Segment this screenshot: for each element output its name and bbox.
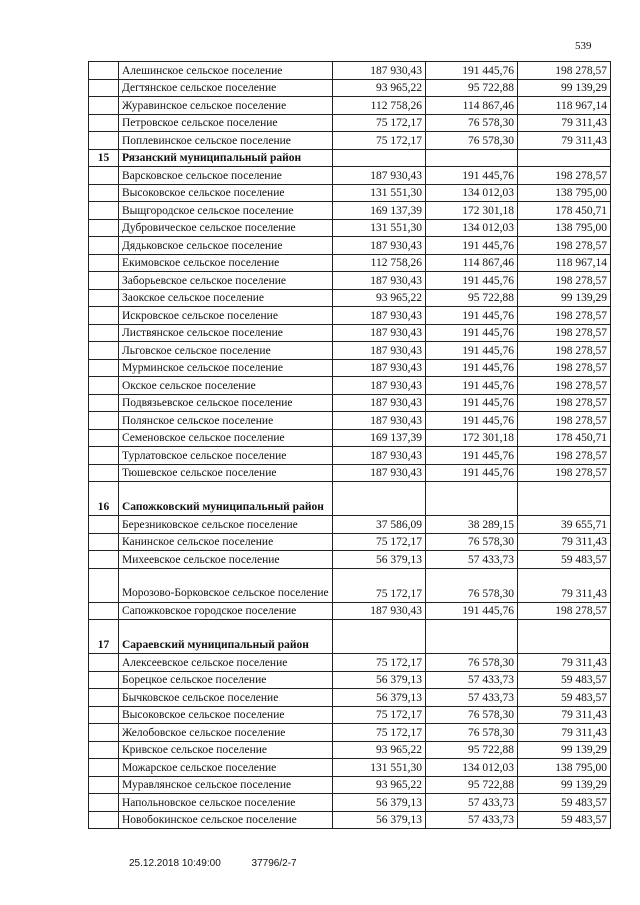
row-number (89, 464, 119, 482)
row-number (89, 114, 119, 132)
value-year-1: 187 930,43 (333, 62, 426, 80)
value-year-2: 76 578,30 (426, 114, 518, 132)
value-year-1 (333, 482, 426, 516)
row-number (89, 289, 119, 307)
settlement-name: Михеевское сельское поселение (119, 551, 333, 569)
value-year-2: 191 445,76 (426, 272, 518, 290)
value-year-3: 178 450,71 (518, 429, 611, 447)
page-number: 539 (575, 40, 592, 52)
settlement-name: Дегтянское сельское поселение (119, 79, 333, 97)
settlement-name: Дубровическое сельское поселение (119, 219, 333, 237)
table-row (89, 671, 611, 689)
table-row (89, 429, 611, 447)
row-number (89, 394, 119, 412)
value-year-2: 134 012,03 (426, 759, 518, 777)
settlement-name: Борецкое сельское поселение (119, 671, 333, 689)
value-year-1: 187 930,43 (333, 272, 426, 290)
table-row (89, 759, 611, 777)
value-year-3: 198 278,57 (518, 464, 611, 482)
table-row (89, 342, 611, 360)
table-row (89, 132, 611, 150)
settlement-name: Алексеевское сельское поселение (119, 654, 333, 672)
value-year-3: 59 483,57 (518, 671, 611, 689)
value-year-1: 56 379,13 (333, 689, 426, 707)
table-row (89, 741, 611, 759)
row-number (89, 377, 119, 395)
value-year-3: 138 795,00 (518, 184, 611, 202)
value-year-2: 76 578,30 (426, 132, 518, 150)
table-row (89, 794, 611, 812)
value-year-1: 187 930,43 (333, 377, 426, 395)
table-row (89, 359, 611, 377)
value-year-3 (518, 620, 611, 654)
settlement-name: Екимовское сельское поселение (119, 254, 333, 272)
settlement-name: Желобовское сельское поселение (119, 724, 333, 742)
value-year-3: 79 311,43 (518, 132, 611, 150)
value-year-2: 95 722,88 (426, 776, 518, 794)
row-number: 16 (89, 482, 119, 516)
settlement-name: Турлатовское сельское поселение (119, 447, 333, 465)
value-year-3: 79 311,43 (518, 114, 611, 132)
settlement-name: Тюшевское сельское поселение (119, 464, 333, 482)
value-year-3: 118 967,14 (518, 97, 611, 115)
value-year-2: 95 722,88 (426, 741, 518, 759)
table-row (89, 706, 611, 724)
value-year-3: 198 278,57 (518, 412, 611, 430)
value-year-2: 134 012,03 (426, 219, 518, 237)
value-year-2: 191 445,76 (426, 412, 518, 430)
value-year-3: 198 278,57 (518, 447, 611, 465)
value-year-1: 56 379,13 (333, 671, 426, 689)
table-row (89, 776, 611, 794)
value-year-1: 37 586,09 (333, 516, 426, 534)
value-year-2: 191 445,76 (426, 447, 518, 465)
value-year-2: 191 445,76 (426, 342, 518, 360)
settlement-name: Искровское сельское поселение (119, 307, 333, 325)
value-year-1: 187 930,43 (333, 412, 426, 430)
settlement-name: Поплевинское сельское поселение (119, 132, 333, 150)
row-number (89, 654, 119, 672)
row-number (89, 324, 119, 342)
table-row (89, 219, 611, 237)
footer-doc-code: 37796/2-7 (251, 858, 297, 869)
settlement-name: Березниковское сельское поселение (119, 516, 333, 534)
value-year-3: 59 483,57 (518, 551, 611, 569)
table-row (89, 237, 611, 255)
value-year-3: 138 795,00 (518, 759, 611, 777)
value-year-2: 76 578,30 (426, 568, 518, 602)
value-year-2: 172 301,18 (426, 202, 518, 220)
district-row (89, 149, 611, 167)
value-year-1: 56 379,13 (333, 551, 426, 569)
value-year-2: 95 722,88 (426, 79, 518, 97)
value-year-2 (426, 620, 518, 654)
value-year-1: 187 930,43 (333, 602, 426, 620)
table-row (89, 568, 611, 602)
row-number (89, 794, 119, 812)
value-year-3: 198 278,57 (518, 394, 611, 412)
value-year-3: 198 278,57 (518, 359, 611, 377)
value-year-1: 131 551,30 (333, 184, 426, 202)
row-number (89, 551, 119, 569)
row-number (89, 759, 119, 777)
value-year-3: 79 311,43 (518, 654, 611, 672)
settlement-name: Петровское сельское поселение (119, 114, 333, 132)
value-year-2 (426, 482, 518, 516)
settlement-name: Подвязьевское сельское поселение (119, 394, 333, 412)
settlement-name: Заокское сельское поселение (119, 289, 333, 307)
settlement-name: Рязанский муниципальный район (119, 149, 333, 167)
settlement-name: Семеновское сельское поселение (119, 429, 333, 447)
value-year-1: 75 172,17 (333, 654, 426, 672)
value-year-3: 118 967,14 (518, 254, 611, 272)
value-year-3: 198 278,57 (518, 272, 611, 290)
footer-timestamp: 25.12.2018 10:49:00 (129, 858, 221, 869)
settlement-name: Высоковское сельское поселение (119, 706, 333, 724)
value-year-3: 198 278,57 (518, 167, 611, 185)
value-year-2: 191 445,76 (426, 324, 518, 342)
table-row (89, 412, 611, 430)
row-number: 15 (89, 149, 119, 167)
settlement-name: Алешинское сельское поселение (119, 62, 333, 80)
district-row (89, 482, 611, 516)
footer (129, 858, 297, 869)
value-year-1: 187 930,43 (333, 464, 426, 482)
settlement-name: Льговское сельское поселение (119, 342, 333, 360)
settlement-name: Новобокинское сельское поселение (119, 811, 333, 829)
value-year-1: 75 172,17 (333, 706, 426, 724)
value-year-3: 99 139,29 (518, 79, 611, 97)
value-year-2: 191 445,76 (426, 237, 518, 255)
value-year-2: 76 578,30 (426, 724, 518, 742)
row-number (89, 272, 119, 290)
value-year-2: 191 445,76 (426, 464, 518, 482)
value-year-1: 56 379,13 (333, 811, 426, 829)
value-year-3: 99 139,29 (518, 741, 611, 759)
value-year-1: 187 930,43 (333, 394, 426, 412)
settlement-name: Бычковское сельское поселение (119, 689, 333, 707)
value-year-1: 169 137,39 (333, 202, 426, 220)
value-year-2: 57 433,73 (426, 811, 518, 829)
table-row (89, 602, 611, 620)
value-year-3 (518, 482, 611, 516)
value-year-1: 93 965,22 (333, 741, 426, 759)
value-year-3: 198 278,57 (518, 377, 611, 395)
settlement-name: Сапожковское городское поселение (119, 602, 333, 620)
table-row (89, 62, 611, 80)
row-number (89, 167, 119, 185)
table-row (89, 447, 611, 465)
value-year-3: 79 311,43 (518, 568, 611, 602)
row-number (89, 412, 119, 430)
value-year-2: 191 445,76 (426, 167, 518, 185)
table-body (89, 62, 611, 829)
settlement-name: Полянское сельское поселение (119, 412, 333, 430)
row-number (89, 516, 119, 534)
table-row (89, 289, 611, 307)
table-row (89, 254, 611, 272)
value-year-1: 93 965,22 (333, 289, 426, 307)
value-year-1: 75 172,17 (333, 533, 426, 551)
table-row (89, 464, 611, 482)
settlement-name: Сараевский муниципальный район (119, 620, 333, 654)
budget-table (88, 61, 611, 829)
value-year-3: 198 278,57 (518, 307, 611, 325)
settlement-name: Муравлянское сельское поселение (119, 776, 333, 794)
settlement-name: Кривское сельское поселение (119, 741, 333, 759)
value-year-1: 93 965,22 (333, 79, 426, 97)
settlement-name: Сапожковский муниципальный район (119, 482, 333, 516)
value-year-2: 191 445,76 (426, 359, 518, 377)
value-year-1 (333, 620, 426, 654)
value-year-2: 57 433,73 (426, 689, 518, 707)
row-number (89, 429, 119, 447)
value-year-3: 198 278,57 (518, 342, 611, 360)
value-year-1: 75 172,17 (333, 132, 426, 150)
row-number (89, 202, 119, 220)
table-row (89, 114, 611, 132)
value-year-1: 187 930,43 (333, 307, 426, 325)
settlement-name: Выщгородское сельское поселение (119, 202, 333, 220)
value-year-2 (426, 149, 518, 167)
settlement-name: Журавинское сельское поселение (119, 97, 333, 115)
value-year-1: 187 930,43 (333, 237, 426, 255)
value-year-1: 187 930,43 (333, 447, 426, 465)
table-row (89, 689, 611, 707)
value-year-3: 198 278,57 (518, 602, 611, 620)
table-row (89, 533, 611, 551)
settlement-name: Заборьевское сельское поселение (119, 272, 333, 290)
value-year-1: 187 930,43 (333, 167, 426, 185)
settlement-name: Напольновское сельское поселение (119, 794, 333, 812)
value-year-2: 134 012,03 (426, 184, 518, 202)
settlement-name: Листвянское сельское поселение (119, 324, 333, 342)
table-row (89, 551, 611, 569)
row-number (89, 811, 119, 829)
value-year-1: 187 930,43 (333, 342, 426, 360)
value-year-2: 191 445,76 (426, 377, 518, 395)
value-year-2: 191 445,76 (426, 307, 518, 325)
table-row (89, 202, 611, 220)
row-number (89, 724, 119, 742)
value-year-1: 169 137,39 (333, 429, 426, 447)
row-number (89, 671, 119, 689)
value-year-1: 75 172,17 (333, 568, 426, 602)
table-row (89, 97, 611, 115)
settlement-name: Морозово-Борковское сельское поселение (119, 568, 333, 602)
value-year-1 (333, 149, 426, 167)
value-year-2: 114 867,46 (426, 254, 518, 272)
row-number (89, 79, 119, 97)
table-row (89, 377, 611, 395)
value-year-1: 112 758,26 (333, 254, 426, 272)
table-row (89, 272, 611, 290)
value-year-3: 198 278,57 (518, 62, 611, 80)
value-year-2: 38 289,15 (426, 516, 518, 534)
table-row (89, 724, 611, 742)
value-year-3: 99 139,29 (518, 289, 611, 307)
table-row (89, 654, 611, 672)
value-year-3: 138 795,00 (518, 219, 611, 237)
row-number (89, 359, 119, 377)
settlement-name: Высоковское сельское поселение (119, 184, 333, 202)
row-number (89, 62, 119, 80)
settlement-name: Канинское сельское поселение (119, 533, 333, 551)
value-year-3: 59 483,57 (518, 689, 611, 707)
value-year-3: 198 278,57 (518, 324, 611, 342)
settlement-name: Окское сельское поселение (119, 377, 333, 395)
value-year-3: 79 311,43 (518, 724, 611, 742)
row-number: 17 (89, 620, 119, 654)
value-year-2: 114 867,46 (426, 97, 518, 115)
row-number (89, 706, 119, 724)
value-year-2: 57 433,73 (426, 551, 518, 569)
row-number (89, 237, 119, 255)
value-year-1: 75 172,17 (333, 724, 426, 742)
value-year-2: 57 433,73 (426, 794, 518, 812)
row-number (89, 533, 119, 551)
table-row (89, 167, 611, 185)
value-year-2: 172 301,18 (426, 429, 518, 447)
value-year-1: 112 758,26 (333, 97, 426, 115)
settlement-name: Дядьковское сельское поселение (119, 237, 333, 255)
value-year-1: 187 930,43 (333, 324, 426, 342)
row-number (89, 132, 119, 150)
row-number (89, 97, 119, 115)
table-row (89, 324, 611, 342)
row-number (89, 342, 119, 360)
value-year-2: 76 578,30 (426, 533, 518, 551)
table-row (89, 79, 611, 97)
row-number (89, 307, 119, 325)
value-year-2: 191 445,76 (426, 62, 518, 80)
row-number (89, 602, 119, 620)
value-year-3: 99 139,29 (518, 776, 611, 794)
value-year-3 (518, 149, 611, 167)
value-year-1: 75 172,17 (333, 114, 426, 132)
value-year-2: 95 722,88 (426, 289, 518, 307)
table-row (89, 394, 611, 412)
table-row (89, 516, 611, 534)
table-row (89, 811, 611, 829)
value-year-1: 131 551,30 (333, 219, 426, 237)
row-number (89, 184, 119, 202)
value-year-3: 79 311,43 (518, 533, 611, 551)
value-year-3: 178 450,71 (518, 202, 611, 220)
row-number (89, 689, 119, 707)
settlement-name: Мурминское сельское поселение (119, 359, 333, 377)
value-year-1: 56 379,13 (333, 794, 426, 812)
settlement-name: Можарское сельское поселение (119, 759, 333, 777)
row-number (89, 568, 119, 602)
value-year-3: 198 278,57 (518, 237, 611, 255)
value-year-2: 76 578,30 (426, 706, 518, 724)
value-year-2: 191 445,76 (426, 394, 518, 412)
value-year-3: 59 483,57 (518, 794, 611, 812)
district-row (89, 620, 611, 654)
value-year-3: 59 483,57 (518, 811, 611, 829)
settlement-name: Варсковское сельское поселение (119, 167, 333, 185)
value-year-1: 131 551,30 (333, 759, 426, 777)
row-number (89, 219, 119, 237)
value-year-3: 39 655,71 (518, 516, 611, 534)
value-year-3: 79 311,43 (518, 706, 611, 724)
value-year-1: 187 930,43 (333, 359, 426, 377)
row-number (89, 447, 119, 465)
table-row (89, 307, 611, 325)
value-year-2: 76 578,30 (426, 654, 518, 672)
row-number (89, 741, 119, 759)
table-row (89, 184, 611, 202)
row-number (89, 254, 119, 272)
value-year-2: 57 433,73 (426, 671, 518, 689)
row-number (89, 776, 119, 794)
value-year-2: 191 445,76 (426, 602, 518, 620)
value-year-1: 93 965,22 (333, 776, 426, 794)
